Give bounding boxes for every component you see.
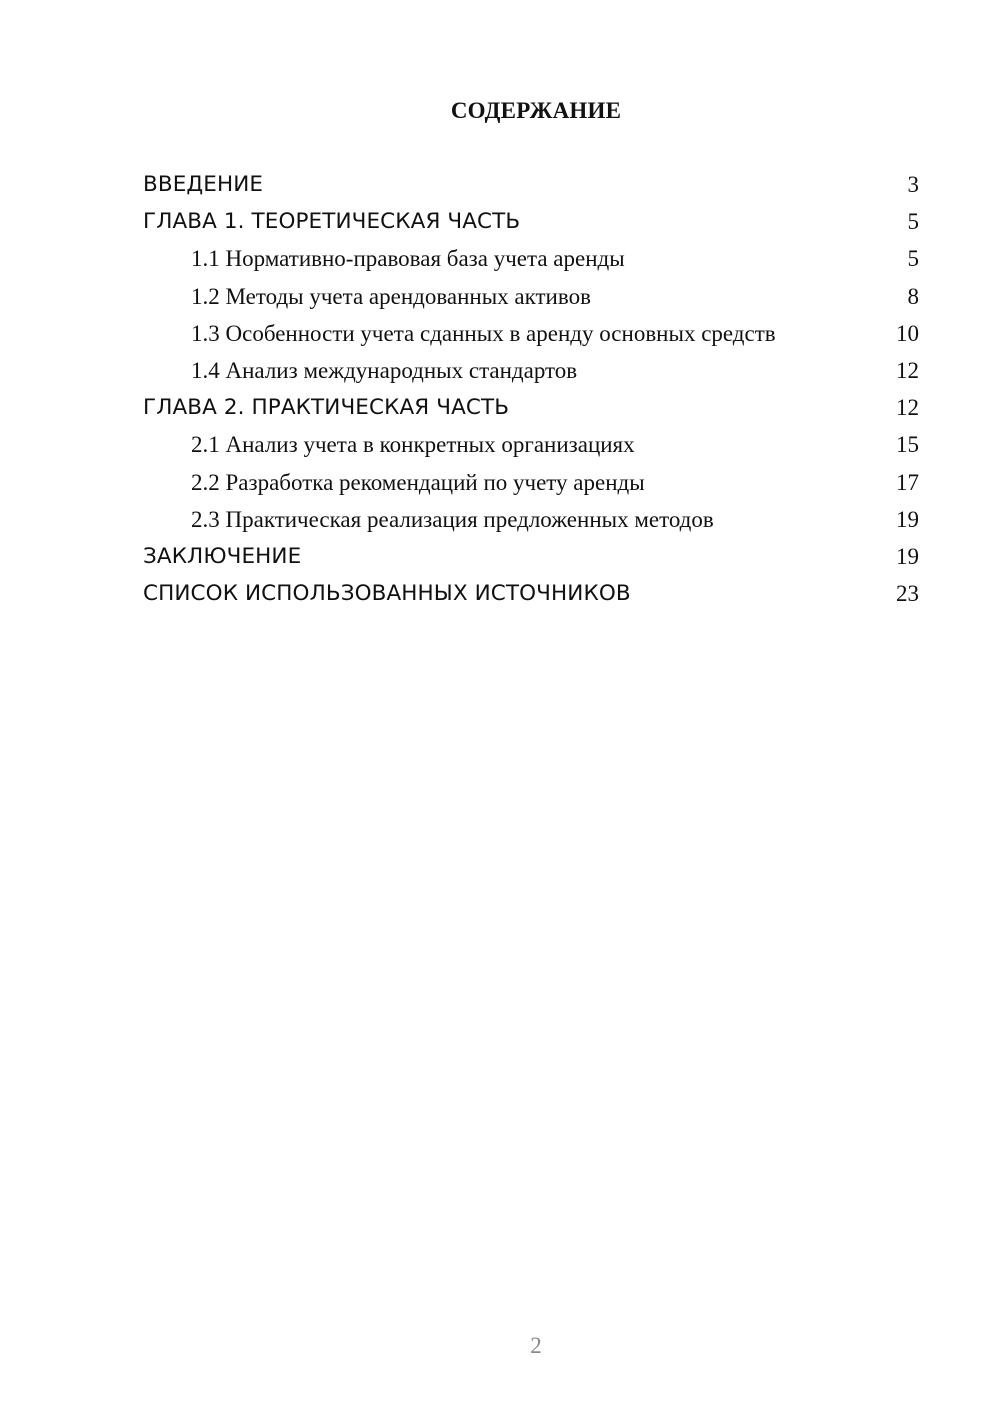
toc-entry-label: 1.2 Методы учета арендованных активов xyxy=(191,283,591,309)
toc-entry-label: СПИСОК ИСПОЛЬЗОВАННЫХ ИСТОЧНИКОВ xyxy=(143,581,631,607)
toc-entry-section-1-4[interactable] xyxy=(143,352,919,389)
toc-entry-label: ВВЕДЕНИЕ xyxy=(143,172,264,197)
toc-entry-page: 23 xyxy=(896,581,919,607)
page-number: 2 xyxy=(530,1333,542,1358)
toc-entry-label: 2.2 Разработка рекомендаций по учету аренды xyxy=(191,469,645,495)
toc-entry-chapter-2[interactable] xyxy=(143,389,919,426)
toc-entry-page: 17 xyxy=(896,469,919,495)
toc-entry-section-1-2[interactable] xyxy=(143,278,919,315)
toc-entry-chapter-1[interactable] xyxy=(143,203,919,240)
toc-entry-section-2-3[interactable] xyxy=(143,501,919,538)
toc-entry-references[interactable] xyxy=(143,575,919,612)
toc-entry-label: 1.3 Особенности учета сданных в аренду основных средств xyxy=(191,320,776,346)
toc-entry-conclusion[interactable] xyxy=(143,538,919,575)
toc-entry-page: 10 xyxy=(896,320,919,346)
toc-entry-label: 1.1 Нормативно-правовая база учета аренды xyxy=(191,246,625,272)
toc-entry-section-2-2[interactable] xyxy=(143,464,919,501)
toc-entry-page: 15 xyxy=(896,432,919,458)
toc-entry-page: 19 xyxy=(896,543,919,569)
toc-title: СОДЕРЖАНИЕ xyxy=(450,98,622,123)
table-of-contents xyxy=(143,166,919,612)
toc-entry-label: 2.3 Практическая реализация предложенных методов xyxy=(191,506,714,532)
toc-entry-label: 1.4 Анализ международных стандартов xyxy=(191,357,578,383)
toc-entry-page: 5 xyxy=(907,246,919,272)
toc-entry-introduction[interactable] xyxy=(143,166,919,203)
toc-entry-page: 3 xyxy=(907,172,919,197)
toc-entry-page: 8 xyxy=(907,283,919,309)
toc-entry-page: 5 xyxy=(907,209,919,235)
toc-entry-section-1-3[interactable] xyxy=(143,315,919,352)
toc-entry-label: 2.1 Анализ учета в конкретных организациях xyxy=(191,432,635,458)
toc-entry-label: ГЛАВА 1. ТЕОРЕТИЧЕСКАЯ ЧАСТЬ xyxy=(143,209,521,235)
toc-entry-page: 12 xyxy=(896,395,919,421)
toc-entry-label: ГЛАВА 2. ПРАКТИЧЕСКАЯ ЧАСТЬ xyxy=(143,395,510,421)
toc-entry-page: 12 xyxy=(896,357,919,383)
toc-entry-page: 19 xyxy=(896,506,919,532)
toc-entry-section-1-1[interactable] xyxy=(143,240,919,277)
toc-entry-label: ЗАКЛЮЧЕНИЕ xyxy=(143,543,302,569)
toc-entry-section-2-1[interactable] xyxy=(143,426,919,463)
